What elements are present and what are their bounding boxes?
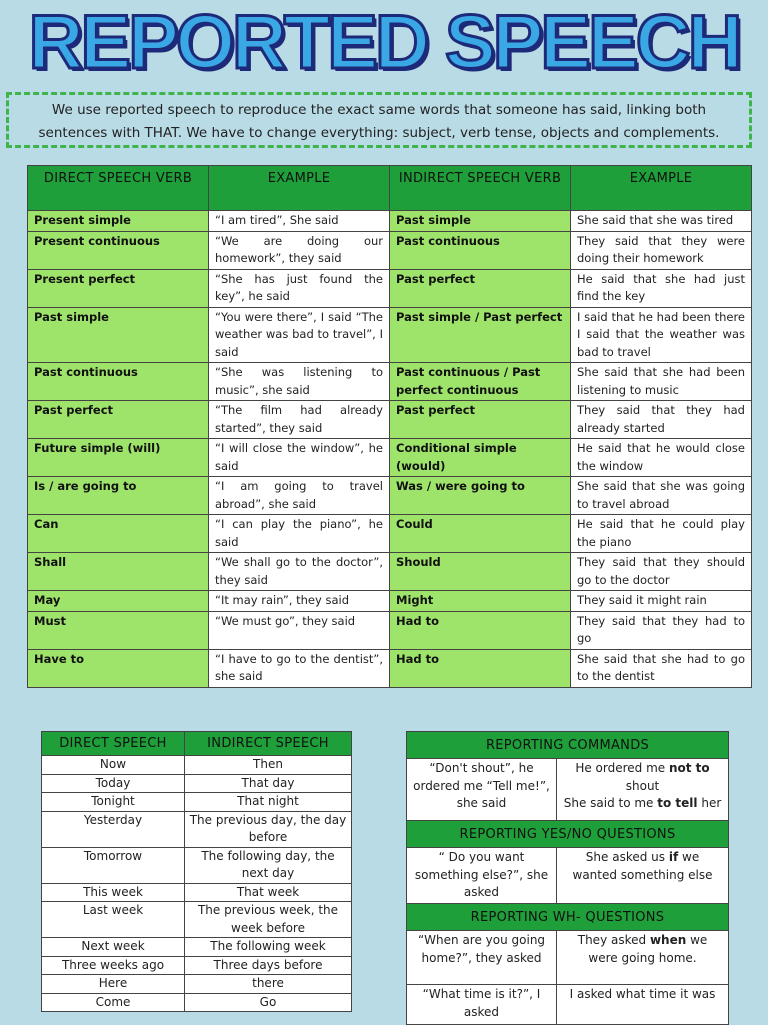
direct-time-cell: Here xyxy=(42,975,185,994)
indirect-verb-cell: Past continuous / Past perfect continuous xyxy=(390,363,571,401)
direct-example-cell: “We shall go to the doctor”, they said xyxy=(209,553,390,591)
direct-time-cell: Tonight xyxy=(42,793,185,812)
direct-time-cell: Next week xyxy=(42,938,185,957)
indirect-time-cell: That night xyxy=(185,793,352,812)
indirect-example-cell: They said that they should go to the doctor xyxy=(571,553,752,591)
indirect-time-cell: there xyxy=(185,975,352,994)
time-expressions-table xyxy=(41,731,352,1012)
yesno-indirect xyxy=(557,848,729,904)
reporting-yesno-header: REPORTING YES/NO QUESTIONS xyxy=(407,821,729,848)
direct-example-cell: “We must go”, they said xyxy=(209,611,390,649)
indirect-verb-cell: Past simple xyxy=(390,211,571,232)
col-header-example-2: EXAMPLE xyxy=(571,166,752,211)
indirect-time-cell: Three days before xyxy=(185,956,352,975)
direct-verb-cell: Past perfect xyxy=(28,401,209,439)
table-row xyxy=(42,847,352,883)
table-row xyxy=(42,938,352,957)
direct-time-cell: Come xyxy=(42,993,185,1012)
table-row xyxy=(28,211,752,232)
direct-time-cell: This week xyxy=(42,883,185,902)
indirect-time-cell: The following day, the next day xyxy=(185,847,352,883)
indirect-verb-cell: Was / were going to xyxy=(390,477,571,515)
indirect-verb-cell: Might xyxy=(390,591,571,612)
direct-verb-cell: Past simple xyxy=(28,307,209,363)
text: shout xyxy=(625,778,660,793)
table-row xyxy=(42,756,352,775)
direct-example-cell: “She has just found the key”, he said xyxy=(209,269,390,307)
indirect-verb-cell: Conditional simple (would) xyxy=(390,439,571,477)
direct-example-cell: “You were there”, I said “The weather was bad to travel”, I said xyxy=(209,307,390,363)
indirect-time-cell: That week xyxy=(185,883,352,902)
indirect-example-cell: They said that they had to go xyxy=(571,611,752,649)
indirect-verb-cell: Past perfect xyxy=(390,401,571,439)
direct-verb-cell: Is / are going to xyxy=(28,477,209,515)
col-header-indirect-speech: INDIRECT SPEECH xyxy=(185,732,352,756)
commands-indirect xyxy=(557,759,729,821)
intro-box: We use reported speech to reproduce the exact same words that someone has said, linking both sentences with THAT. We have to change everything: subject, verb tense, objects and complements. xyxy=(6,92,752,148)
wh-indirect-1 xyxy=(557,931,729,985)
indirect-time-cell: Go xyxy=(185,993,352,1012)
table-row xyxy=(42,883,352,902)
table-row xyxy=(28,269,752,307)
indirect-example-cell: He said that she had just find the key xyxy=(571,269,752,307)
indirect-time-cell: That day xyxy=(185,774,352,793)
text: They asked xyxy=(577,933,650,947)
table-row xyxy=(42,956,352,975)
bold-text: when xyxy=(649,933,687,947)
direct-time-cell: Three weeks ago xyxy=(42,956,185,975)
direct-verb-cell: Present perfect xyxy=(28,269,209,307)
direct-time-cell: Last week xyxy=(42,902,185,938)
direct-example-cell: “She was listening to music”, she said xyxy=(209,363,390,401)
wh-indirect-2: I asked what time it was xyxy=(557,985,729,1025)
indirect-verb-cell: Past continuous xyxy=(390,231,571,269)
table-row xyxy=(28,363,752,401)
text: He ordered me xyxy=(575,761,669,775)
table-row xyxy=(42,993,352,1012)
text: her xyxy=(697,796,722,810)
direct-example-cell: “We are doing our homework”, they said xyxy=(209,231,390,269)
table-row xyxy=(42,774,352,793)
col-header-direct-verb: DIRECT SPEECH VERB xyxy=(28,166,209,211)
direct-verb-cell: Shall xyxy=(28,553,209,591)
text: She said to me xyxy=(563,796,658,810)
direct-verb-cell: Must xyxy=(28,611,209,649)
indirect-example-cell: She said that she had been listening to music xyxy=(571,363,752,401)
bold-text: to tell xyxy=(657,796,698,810)
direct-example-cell: “I am tired”, She said xyxy=(209,211,390,232)
bold-text: not to xyxy=(668,761,710,775)
wh-direct-1: “When are you going home?”, they asked xyxy=(407,931,557,985)
table-row xyxy=(42,811,352,847)
wh-direct-2: “What time is it?”, I asked xyxy=(407,985,557,1025)
direct-verb-cell: Present continuous xyxy=(28,231,209,269)
direct-time-cell: Today xyxy=(42,774,185,793)
indirect-example-cell: They said it might rain xyxy=(571,591,752,612)
table-row xyxy=(28,649,752,687)
indirect-time-cell: The following week xyxy=(185,938,352,957)
indirect-time-cell: The previous day, the day before xyxy=(185,811,352,847)
indirect-example-cell: They said that they had already started xyxy=(571,401,752,439)
indirect-example-cell: They said that they were doing their homework xyxy=(571,231,752,269)
direct-time-cell: Tomorrow xyxy=(42,847,185,883)
indirect-verb-cell: Past simple / Past perfect xyxy=(390,307,571,363)
direct-verb-cell: Can xyxy=(28,515,209,553)
reporting-wh-header: REPORTING WH- QUESTIONS xyxy=(407,904,729,931)
text: we wanted something else xyxy=(572,850,713,882)
indirect-example-cell: I said that he had been there I said that the weather was bad to travel xyxy=(571,307,752,363)
table-row xyxy=(28,591,752,612)
indirect-example-cell: He said that he could play the piano xyxy=(571,515,752,553)
indirect-example-cell: She said that she was tired xyxy=(571,211,752,232)
direct-verb-cell: Past continuous xyxy=(28,363,209,401)
main-table xyxy=(27,165,752,688)
direct-time-cell: Now xyxy=(42,756,185,775)
direct-example-cell: “I am going to travel abroad”, she said xyxy=(209,477,390,515)
indirect-example-cell: She said that she was going to travel abroad xyxy=(571,477,752,515)
col-header-example: EXAMPLE xyxy=(209,166,390,211)
table-row xyxy=(28,477,752,515)
indirect-time-cell: Then xyxy=(185,756,352,775)
text: we were going home. xyxy=(588,933,708,965)
yesno-direct: “ Do you want something else?”, she asked xyxy=(407,848,557,904)
direct-time-cell: Yesterday xyxy=(42,811,185,847)
direct-verb-cell: May xyxy=(28,591,209,612)
indirect-example-cell: He said that he would close the window xyxy=(571,439,752,477)
indirect-verb-cell: Had to xyxy=(390,649,571,687)
table-row xyxy=(28,307,752,363)
direct-example-cell: “I will close the window”, he said xyxy=(209,439,390,477)
indirect-time-cell: The previous week, the week before xyxy=(185,902,352,938)
text: She asked us xyxy=(585,850,669,864)
table-row xyxy=(42,793,352,812)
indirect-example-cell: She said that she had to go to the dentist xyxy=(571,649,752,687)
direct-verb-cell: Have to xyxy=(28,649,209,687)
table-row xyxy=(42,975,352,994)
page-title: REPORTED SPEECH xyxy=(28,0,740,85)
bold-text: if xyxy=(668,850,679,864)
direct-example-cell: “I have to go to the dentist”, she said xyxy=(209,649,390,687)
indirect-verb-cell: Should xyxy=(390,553,571,591)
indirect-verb-cell: Had to xyxy=(390,611,571,649)
direct-verb-cell: Future simple (will) xyxy=(28,439,209,477)
table-row xyxy=(28,611,752,649)
indirect-verb-cell: Past perfect xyxy=(390,269,571,307)
reporting-table xyxy=(406,731,729,1025)
table-row xyxy=(28,231,752,269)
direct-example-cell: “I can play the piano”, he said xyxy=(209,515,390,553)
direct-verb-cell: Present simple xyxy=(28,211,209,232)
direct-example-cell: “It may rain”, they said xyxy=(209,591,390,612)
table-row xyxy=(28,401,752,439)
table-row xyxy=(28,439,752,477)
table-row xyxy=(28,553,752,591)
table-row xyxy=(28,515,752,553)
direct-example-cell: “The film had already started”, they said xyxy=(209,401,390,439)
reporting-commands-header: REPORTING COMMANDS xyxy=(407,732,729,759)
table-row xyxy=(42,902,352,938)
col-header-direct-speech: DIRECT SPEECH xyxy=(42,732,185,756)
col-header-indirect-verb: INDIRECT SPEECH VERB xyxy=(390,166,571,211)
commands-direct: “Don't shout”, he ordered me “Tell me!”, she said xyxy=(407,759,557,821)
indirect-verb-cell: Could xyxy=(390,515,571,553)
